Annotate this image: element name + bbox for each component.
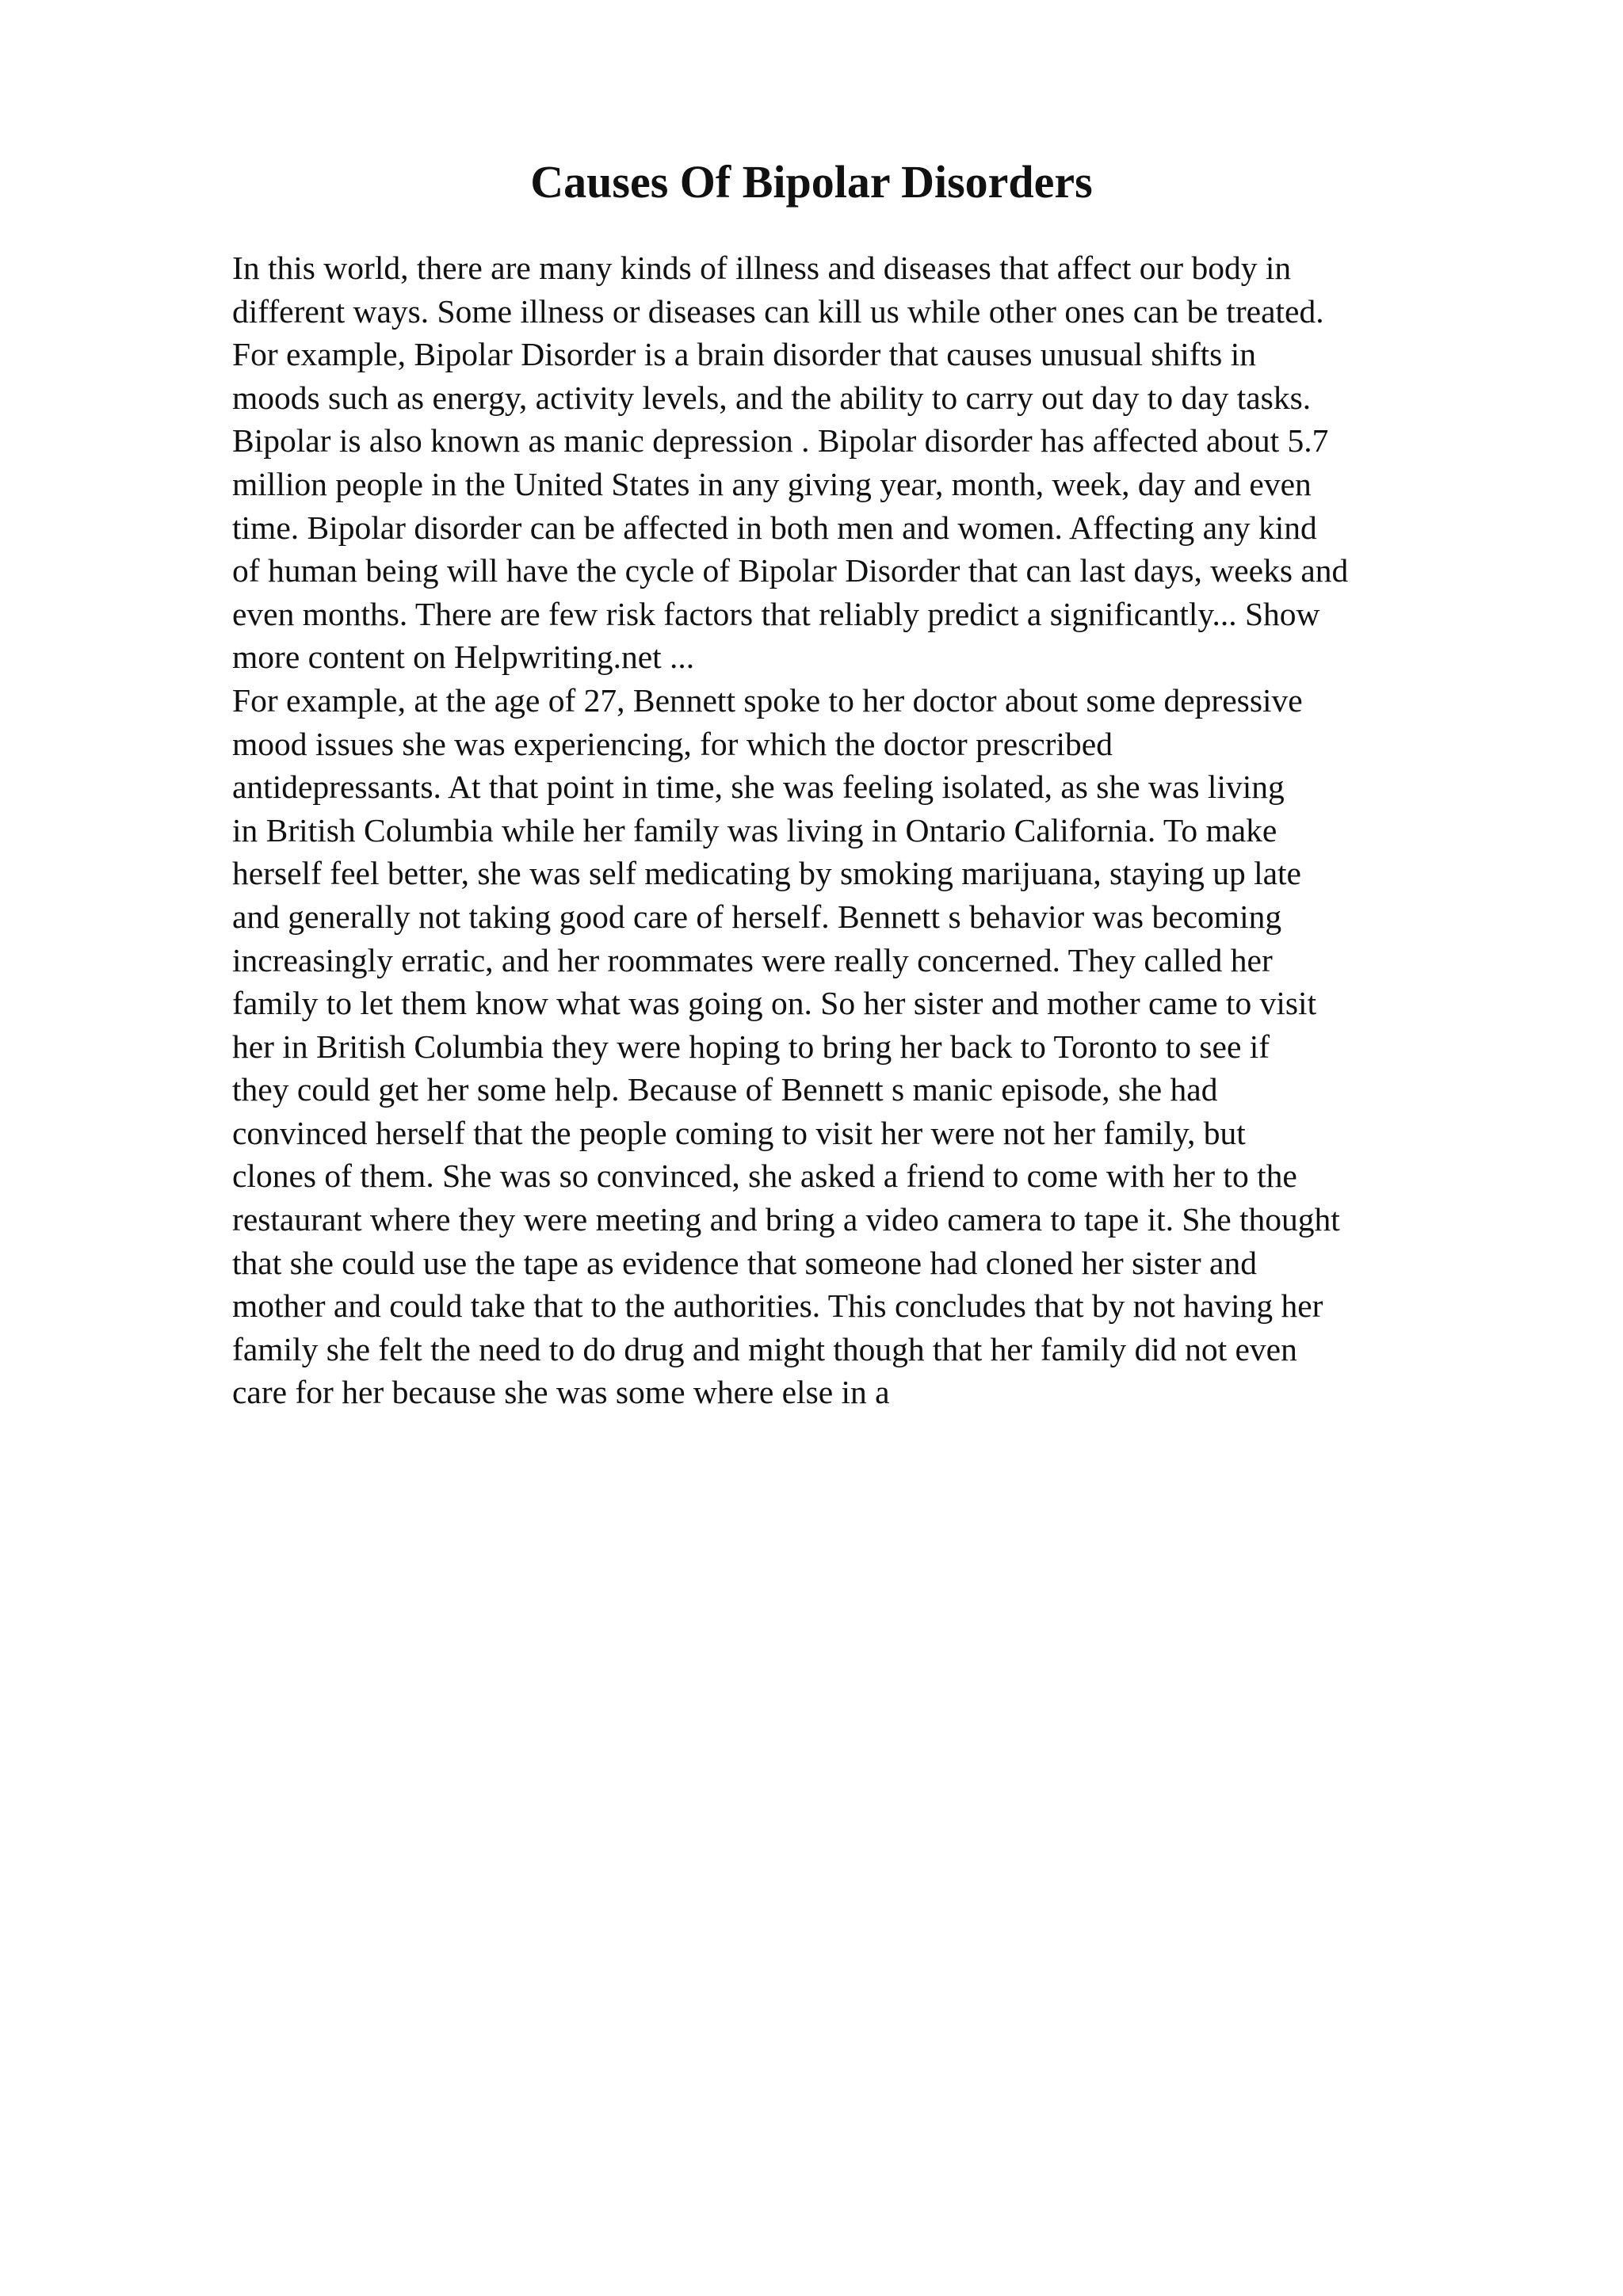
- body-line: her in British Columbia they were hoping to bring her back to Toronto to see if: [232, 1028, 1270, 1065]
- body-line: For example, at the age of 27, Bennett spoke to her doctor about some depressive: [232, 681, 1303, 719]
- body-line: mood issues she was experiencing, for which the doctor prescribed: [232, 725, 1113, 762]
- body-line: clones of them. She was so convinced, she asked a friend to come with her to the: [232, 1158, 1297, 1195]
- body-line: Bipolar is also known as manic depression . Bipolar disorder has affected about 5.7: [232, 422, 1329, 460]
- body-line: care for her because she was some where else in a: [232, 1374, 890, 1411]
- body-line: convinced herself that the people coming to visit her were not her family, but: [232, 1114, 1246, 1151]
- body-line: herself feel better, she was self medicating by smoking marijuana, staying up late: [232, 855, 1301, 892]
- body-line: For example, Bipolar Disorder is a brain disorder that causes unusual shifts in: [232, 336, 1256, 373]
- document-body: [232, 246, 1516, 1414]
- document-title: Causes Of Bipolar Disorders: [530, 156, 1093, 208]
- body-line: they could get her some help. Because of Bennett s manic episode, she had: [232, 1071, 1218, 1108]
- body-line: family she felt the need to do drug and might though that her family did not even: [232, 1330, 1297, 1367]
- body-line: time. Bipolar disorder can be affected in both men and women. Affecting any kind: [232, 509, 1317, 546]
- body-line: of human being will have the cycle of Bipolar Disorder that can last days, weeks and: [232, 552, 1349, 589]
- body-line: even months. There are few risk factors that reliably predict a significantly... Show: [232, 595, 1320, 632]
- body-line: In this world, there are many kinds of illness and diseases that affect our body in: [232, 250, 1292, 286]
- body-line: family to let them know what was going on. So her sister and mother came to visit: [232, 985, 1317, 1022]
- body-line: in British Columbia while her family was living in Ontario California. To make: [232, 811, 1277, 849]
- body-line: and generally not taking good care of herself. Bennett s behavior was becoming: [232, 898, 1282, 935]
- body-line: million people in the United States in any giving year, month, week, day and even: [232, 465, 1312, 502]
- body-line: more content on Helpwriting.net ...: [232, 639, 695, 676]
- body-line: different ways. Some illness or diseases can kill us while other ones can be treated.: [232, 292, 1324, 330]
- body-line: antidepressants. At that point in time, she was feeling isolated, as she was living: [232, 769, 1285, 806]
- body-line: moods such as energy, activity levels, and the ability to carry out day to day tasks.: [232, 379, 1312, 416]
- body-line: mother and could take that to the authorities. This concludes that by not having her: [232, 1287, 1323, 1325]
- body-line: restaurant where they were meeting and bring a video camera to tape it. She thought: [232, 1201, 1340, 1238]
- body-line: increasingly erratic, and her roommates were really concerned. They called her: [232, 941, 1273, 978]
- body-line: that she could use the tape as evidence that someone had cloned her sister and: [232, 1244, 1257, 1281]
